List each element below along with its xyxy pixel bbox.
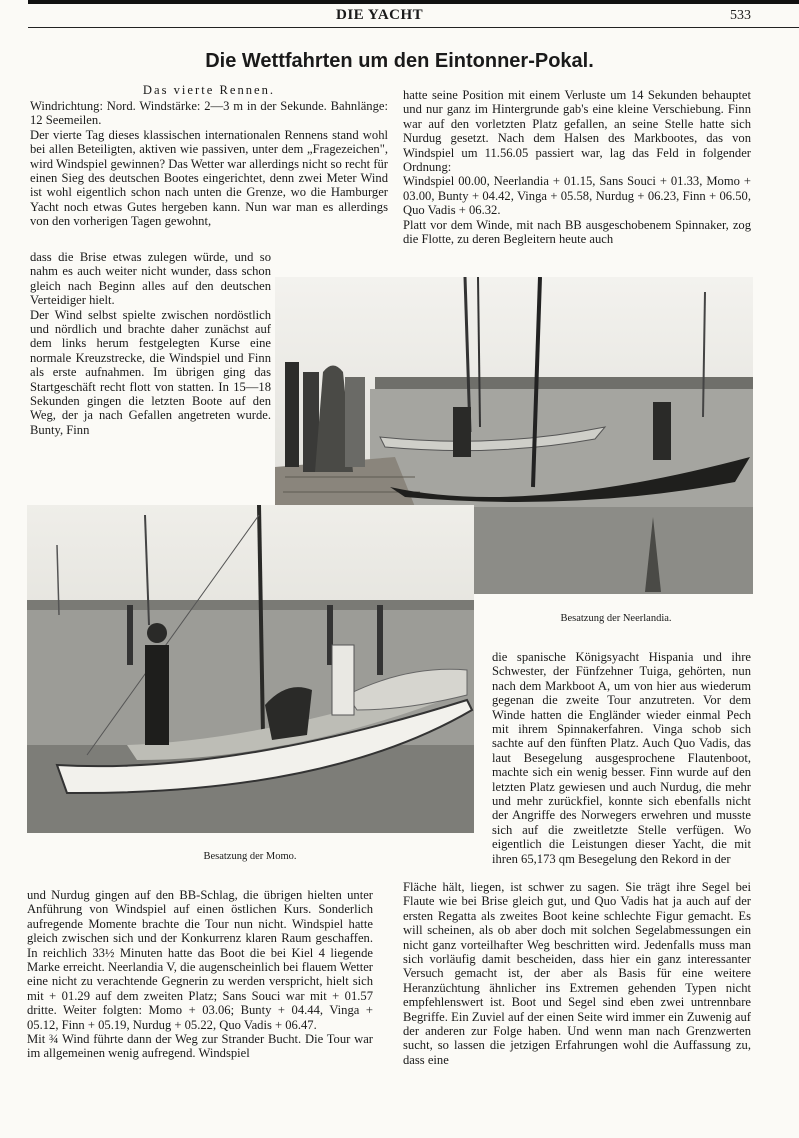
right-column-top-text: hatte seine Position mit einem Verluste um 14 Sekunden behauptet und nur ganz im Hintergrunde gab's eine kleine Verschiebung. Finn war auf den vorletzten Platz gefallen, an seine Stelle hatte sich Nurdug gesetzt. Nach dem Halsen des Markbootes, das von Windspiel um 11.56.05 passiert war, lag das Feld in folgender Ordnung: Windspiel 00.00, Neerlandia + 01.15, Sans Souci + 01.33, Momo + 03.00, Bunty + 04.42, Vinga + 05.58, Nurdug + 06.23, Finn + 06.50, Quo Vadis + 06.32. Platt vor dem Winde, mit nach BB ausgeschobenem Spinnaker, zog die Flotte, zu deren Begleitern heute auch: [403, 88, 751, 247]
right-column-mid-text: die spanische Königsyacht Hispania und ihre Schwester, der Fünfzehner Tuiga, gehörten, nun nach dem Markboot A, um von hier aus wiederum gegenan die zweite Tour anzutreten. Vor dem Winde hatten die Engländer wieder einmal Pech mit ihrem Spinnakerfahren. Vinga schob sich sachte auf den fünften Platz. Auch Quo Vadis, das laut Besegelung ausgesprochene Flautenboot, machte sich ein wenig besser. Finn wurde auf den letzten Platz gewiesen und auch Nurdug, die mehr und mehr zurückfiel, konnte sich ebenfalls nicht der Angriffe des Norwegers erwehren und musste sich auf die zweitletzte Stelle verfügen. Wo eigentlich die Leistungen dieser Yacht, die mit ihren 65,173 qm Besegelung den Rekord in der: [492, 650, 751, 866]
article-title: Die Wettfahrten um den Eintonner-Pokal.: [205, 50, 594, 72]
left-column-narrow-text: dass die Brise etwas zulegen würde, und so nahm es auch weiter nicht wunder, dass schon gleich nach Beginn alles auf den deutschen Verteidiger hielt. Der Wind selbst spielte zwischen nordöstlich und nördlich und brachte daher zunächst auf dem links herum festgelegten Kurse eine normale Kreuzstrecke, die Windspiel und Finn als erste aufnahmen. Im übrigen ging das Startgeschäft recht flott von statten. In 15—18 Sekunden gingen die letzten Boote auf den Weg, der ja nach Gefallen angetreten wurde. Bunty, Finn: [30, 250, 271, 437]
momo-crew-photo: [27, 505, 474, 833]
left-column-top-text: Windrichtung: Nord. Windstärke: 2—3 m in der Sekunde. Bahnlänge: 12 Seemeilen. Der vierte Tag dieses klassischen internationalen Rennens stand wohl bei allen Beteiligten, aktiven wie passiven, unter dem „Fragezeichen", wird Windspiel gewinnen? Das Wetter war allerdings nicht so recht für einen Sieg des deutschen Bootes eingerichtet, denn zwei Meter Wind ist wohl eigentlich schon nach unten die Grenze, wo die Hamburger Yacht noch etwas Gutes hergeben kann. Nun war man es allerdings von den vorherigen Tagen gewohnt,: [30, 99, 388, 229]
article-subtitle: Das vierte Rennen.: [142, 83, 276, 97]
right-column-bottom-text: Fläche hält, liegen, ist schwer zu sagen. Sie trägt ihre Segel bei Flaute wie bei Brise gleich gut, und Quo Vadis hat ja auch auf der ersten Regatta als zweites Boot keine schlechte Figur gemacht. Es will scheinen, als ob aber doch mit solchen Segelabmessungen ein nicht ganz vorteilhafter Weg beschritten wird. Jedenfalls muss man sich vorläufig damit bescheiden, dass hier ein ganz interessanter Versuch gemacht ist, der aber als Basis für eine weitere Heranzüchtung ähnlicher ins Extremen gehenden Typen nicht empfehlenswert ist. Boot und Segel sind eben zwei untrennbare Begriffe. Ein Zuviel auf der einen Seite wird immer ein Zuwenig auf der anderen zur Folge haben. Und wenn man nach Grenzwerten sucht, so lassen die jetzigen Erfahrungen wohl die Auffassung zu, dass eine: [403, 880, 751, 1067]
page-number: 533: [730, 8, 751, 23]
neerlandia-photo-caption: Besatzung der Neerlandia.: [560, 613, 672, 624]
top-border-rule: [28, 0, 799, 4]
running-title: DIE YACHT: [336, 7, 424, 23]
header-rule: [28, 27, 799, 28]
left-column-bottom-text: und Nurdug gingen auf den BB-Schlag, die übrigen hielten unter Anführung von Windspiel auf einen östlichen Kurs. Sonderlich aufregende Momente brachte die Tour nun nicht. Windspiel hatte gleich zwischen sich und der Konkurrenz klaren Raum geschaffen. In reichlich 33½ Minuten hatte das Boot die bei Kiel 4 liegende Marke erreicht. Neerlandia V, die augenscheinlich bei flauem Wetter eine nicht zu verachtende Gegnerin zu werden verspricht, hielt sich mit + 01.29 auf dem zweiten Platz; Sans Souci war mit + 01.57 dritte. Weiter folgten: Momo + 03.06; Bunty + 04.44, Vinga + 05.12, Finn + 05.19, Nurdug + 05.22, Quo Vadis + 06.47. Mit ¾ Wind führte dann der Weg zur Strander Bucht. Die Tour war im allgemeinen wenig aufregend. Windspiel: [27, 888, 373, 1061]
momo-photo-caption: Besatzung der Momo.: [203, 851, 297, 862]
